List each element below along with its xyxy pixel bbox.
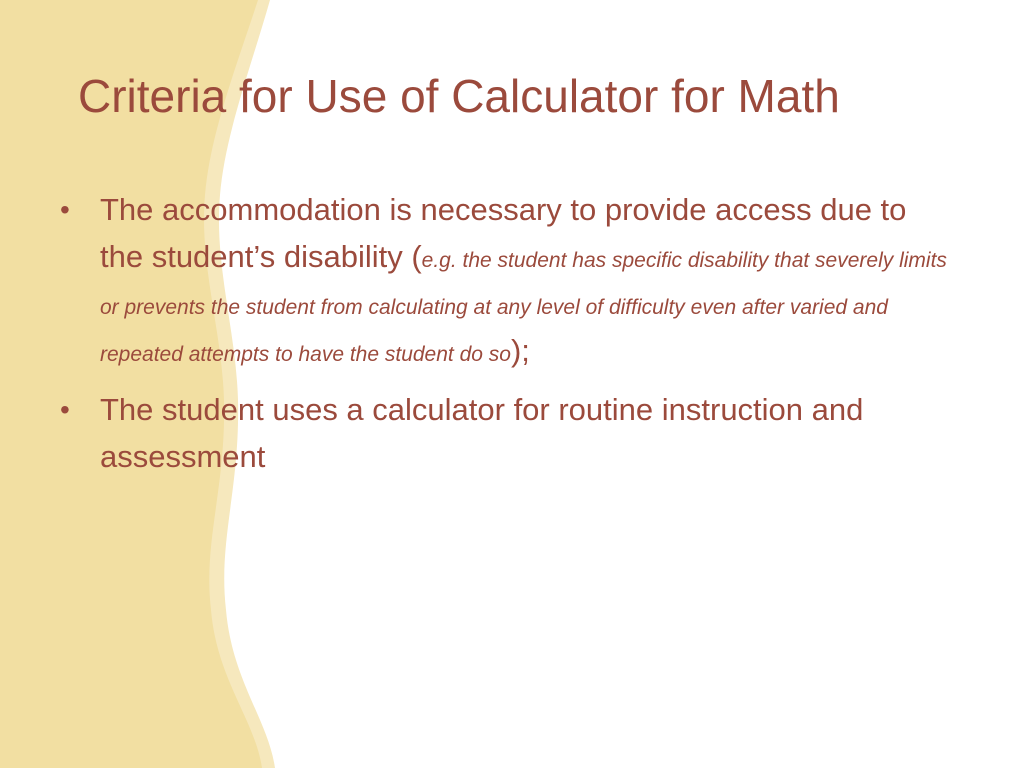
bullet-item-routine-use (56, 386, 956, 480)
bullet-text: The student uses a calculator for routine instruction and assessment (100, 392, 864, 474)
bullet-example-text: e.g. the student has specific disability that severely limits or prevents the student from calculating at any level of difficulty even after varied and repeated attempts to have the student do so (100, 249, 947, 366)
bullet-text-end: ); (510, 333, 530, 368)
bullet-text-start: The accommodation is necessary to provide access due to the student’s disability ( (100, 192, 907, 274)
bullet-item-accommodation (56, 186, 956, 374)
slide-title: Criteria for Use of Calculator for Math (78, 70, 840, 122)
bullet-list (56, 186, 956, 492)
bullet-dot-icon: • (60, 394, 70, 425)
bullet-dot-icon: • (60, 194, 70, 225)
